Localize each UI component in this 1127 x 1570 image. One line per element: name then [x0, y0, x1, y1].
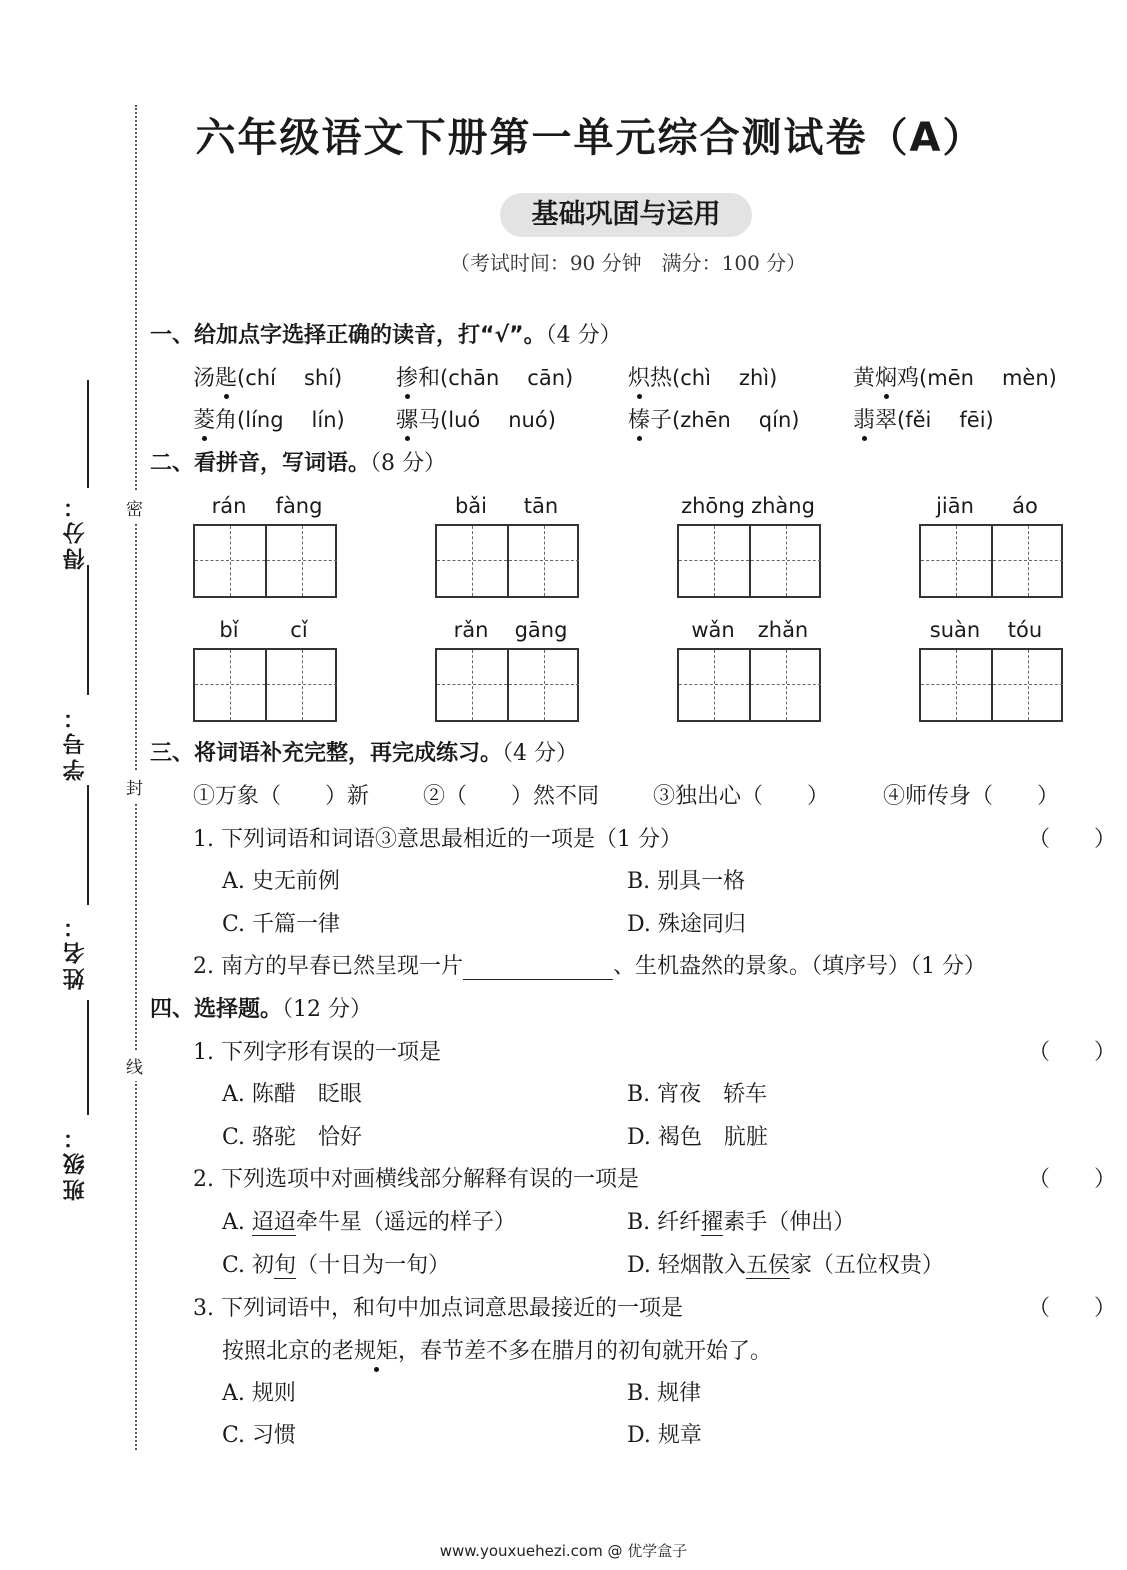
pinyin-pair: [193, 494, 337, 524]
pinyin-pair: [677, 494, 821, 524]
q3-sub2: 2. 南方的早春已然呈现一片 、生机盎然的景象。（填序号）（1 分）: [193, 954, 986, 979]
pinyin-option[interactable]: luó: [448, 408, 481, 432]
tianzige-grid: [919, 648, 1063, 722]
pinyin-pair: [919, 494, 1063, 524]
writing-cell[interactable]: [921, 526, 991, 596]
pinyin-syllable: wǎn: [691, 618, 735, 642]
tianzige-grid: [193, 648, 337, 722]
writing-cell[interactable]: [991, 650, 1063, 720]
q3-sub1-stem: 1. 下列词语和词语③意思最相近的一项是（1 分）: [193, 827, 682, 852]
class-label: 班级：: [63, 1123, 88, 1201]
q4-sub3-option-a[interactable]: A. 规则: [222, 1381, 296, 1406]
pinyin-syllable: áo: [1012, 494, 1038, 518]
pinyin-syllable: rán: [211, 494, 247, 518]
underlined-term: 擢: [701, 1210, 724, 1235]
pinyin-option[interactable]: zhēn: [680, 408, 731, 432]
pinyin-option[interactable]: shí: [303, 366, 335, 390]
q3-word-4[interactable]: ④师传身（ ）: [883, 784, 1060, 809]
q4-sub1-stem: 1. 下列字形有误的一项是: [193, 1040, 441, 1065]
q4-sub3-option-d[interactable]: D. 规章: [627, 1423, 702, 1448]
q2-heading: 二、看拼音，写词语。（8 分）: [150, 451, 447, 476]
q4-sub3-stem: 3. 下列词语中，和句中加点词意思最接近的一项是: [193, 1296, 683, 1321]
underlined-term: 五侯: [745, 1253, 790, 1278]
q3-sub1-option-b[interactable]: B. 别具一格: [627, 869, 746, 894]
student-no-label: 学号：: [63, 703, 88, 781]
writing-cell[interactable]: [679, 526, 749, 596]
q3-sub1-option-d[interactable]: D. 殊途同归: [627, 912, 746, 937]
pinyin-pair: [677, 618, 821, 648]
writing-cell[interactable]: [195, 526, 265, 596]
footer-source: www.youxuehezi.com @ 优学盒子: [439, 1542, 688, 1560]
writing-cell[interactable]: [437, 650, 507, 720]
pinyin-option[interactable]: chí: [245, 366, 276, 390]
pinyin-option[interactable]: mèn: [1001, 366, 1049, 390]
pinyin-syllable: zhōng: [681, 494, 745, 518]
pinyin-option[interactable]: nuó: [508, 408, 548, 432]
pinyin-syllable: rǎn: [453, 618, 489, 642]
pinyin-option[interactable]: fēi: [959, 408, 986, 432]
student-no-fill-line[interactable]: [87, 565, 89, 695]
tianzige-grid: [677, 524, 821, 598]
q1-item: 黄焖鸡(mēn mèn): [853, 361, 1057, 392]
dotted-char: 翡: [853, 403, 875, 434]
q3-heading: 三、将词语补充完整，再完成练习。（4 分）: [150, 741, 579, 766]
pinyin-syllable: cǐ: [290, 618, 308, 642]
section-subtitle: 基础巩固与运用: [500, 193, 752, 237]
pinyin-syllable: bǎi: [454, 494, 488, 518]
pinyin-pair: [193, 618, 337, 648]
dotted-char: 匙: [215, 361, 237, 392]
q4-sub1-option-d[interactable]: D. 褐色 肮脏: [627, 1125, 768, 1150]
exam-info: （考试时间：90 分钟 满分：100 分）: [449, 251, 807, 275]
name-fill-line[interactable]: [87, 785, 89, 905]
q4-sub3-option-c[interactable]: C. 习惯: [222, 1423, 297, 1448]
score-fill-line[interactable]: [87, 380, 89, 488]
pinyin-option[interactable]: zhì: [738, 366, 770, 390]
pinyin-option[interactable]: líng: [245, 408, 284, 432]
pinyin-syllable: tóu: [1007, 618, 1043, 642]
writing-cell[interactable]: [749, 526, 821, 596]
dotted-char: 掺: [396, 361, 418, 392]
q4-sub3-option-b[interactable]: B. 规律: [627, 1381, 702, 1406]
dotted-char: 榛: [628, 403, 650, 434]
tianzige-grid: [919, 524, 1063, 598]
score-label: 得分：: [63, 492, 88, 570]
q3-sub1-answer[interactable]: （ ）: [1028, 827, 1117, 852]
tianzige-grid: [193, 524, 337, 598]
pinyin-pair: [435, 618, 579, 648]
pinyin-syllable: gāng: [514, 618, 568, 642]
q4-sub2-option-d[interactable]: D. 轻烟散入五侯家（五位权贵）: [627, 1253, 944, 1278]
writing-cell[interactable]: [265, 526, 337, 596]
writing-cell[interactable]: [507, 526, 579, 596]
pinyin-option[interactable]: cān: [527, 366, 566, 390]
q4-sub1-option-a[interactable]: A. 陈醋 眨眼: [222, 1082, 362, 1107]
pinyin-syllable: bǐ: [219, 618, 239, 642]
dotted-char: 菱: [193, 403, 215, 434]
pinyin-option[interactable]: mēn: [927, 366, 974, 390]
q3-word-2[interactable]: ②（ ）然不同: [423, 784, 600, 809]
writing-cell[interactable]: [749, 650, 821, 720]
q3-sub1-option-a[interactable]: A. 史无前例: [222, 869, 340, 894]
q1-item: 炽热(chì zhì): [628, 361, 777, 392]
seal-char-xian: 线: [126, 1050, 143, 1081]
q3-word-3[interactable]: ③独出心（ ）: [653, 784, 830, 809]
q4-sub1-answer[interactable]: （ ）: [1028, 1040, 1117, 1065]
q4-sub2-stem: 2. 下列选项中对画横线部分解释有误的一项是: [193, 1167, 639, 1192]
writing-cell[interactable]: [437, 526, 507, 596]
pinyin-option[interactable]: chì: [680, 366, 711, 390]
q1-item: 菱角(líng lín): [193, 403, 345, 434]
pinyin-syllable: jiān: [936, 494, 974, 518]
q4-sub2-answer[interactable]: （ ）: [1028, 1167, 1117, 1192]
q1-item: 翡翠(fěi fēi): [853, 403, 994, 434]
tianzige-grid: [435, 524, 579, 598]
tianzige-grid: [677, 648, 821, 722]
underlined-term: 迢迢: [251, 1210, 296, 1235]
q4-sub3-sentence: 按照北京的老规矩，春节差不多在腊月的初旬就开始了。: [222, 1334, 772, 1365]
underlined-term: 旬: [274, 1253, 297, 1278]
q4-sub2-option-b[interactable]: B. 纤纤擢素手（伸出）: [627, 1210, 856, 1235]
pinyin-syllable: zhàng: [751, 494, 815, 518]
q1-item: 骡马(luó nuó): [396, 403, 556, 434]
pinyin-option[interactable]: lín: [311, 408, 337, 432]
tianzige-grid: [435, 648, 579, 722]
dotted-char: 炽: [628, 361, 650, 392]
q1-item: 榛子(zhēn qín): [628, 403, 799, 434]
q1-heading: 一、给加点字选择正确的读音，打“√”。（4 分）: [150, 323, 622, 348]
writing-cell[interactable]: [265, 650, 337, 720]
pinyin-pair: [919, 618, 1063, 648]
dotted-word: 规矩: [354, 1334, 398, 1365]
q4-heading: 四、选择题。（12 分）: [150, 997, 373, 1022]
q3-word-1[interactable]: ①万象（ ）新: [193, 784, 370, 809]
class-fill-line[interactable]: [87, 1000, 89, 1115]
dotted-char: 焖: [875, 361, 897, 392]
seal-char-feng: 封: [126, 771, 143, 802]
q4-sub2-option-c[interactable]: C. 初旬（十日为一旬）: [222, 1253, 451, 1278]
name-label: 姓名：: [63, 912, 88, 990]
writing-cell[interactable]: [507, 650, 579, 720]
writing-cell[interactable]: [921, 650, 991, 720]
writing-cell[interactable]: [991, 526, 1063, 596]
q4-sub2-option-a[interactable]: A. 迢迢牵牛星（遥远的样子）: [222, 1210, 516, 1235]
seal-char-mi: 密: [126, 492, 143, 523]
pinyin-pair: [435, 494, 579, 524]
pinyin-syllable: fàng: [275, 494, 323, 518]
pinyin-option[interactable]: fěi: [905, 408, 932, 432]
q3-sub1-option-c[interactable]: C. 千篇一律: [222, 912, 341, 937]
page-title: 六年级语文下册第一单元综合测试卷（A）: [195, 115, 985, 161]
writing-cell[interactable]: [195, 650, 265, 720]
writing-cell[interactable]: [679, 650, 749, 720]
q3-sub2-blank[interactable]: [463, 957, 613, 980]
pinyin-option[interactable]: chān: [448, 366, 500, 390]
q1-item: 汤匙(chí shí): [193, 361, 342, 392]
pinyin-syllable: zhǎn: [757, 618, 809, 642]
q4-sub3-answer[interactable]: （ ）: [1028, 1296, 1117, 1321]
q4-sub1-option-c[interactable]: C. 骆驼 恰好: [222, 1125, 363, 1150]
pinyin-syllable: tān: [523, 494, 559, 518]
dotted-char: 骡: [396, 403, 418, 434]
pinyin-syllable: suàn: [929, 618, 981, 642]
q1-item: 掺和(chān cān): [396, 361, 573, 392]
pinyin-option[interactable]: qín: [758, 408, 792, 432]
q4-sub1-option-b[interactable]: B. 宵夜 轿车: [627, 1082, 768, 1107]
